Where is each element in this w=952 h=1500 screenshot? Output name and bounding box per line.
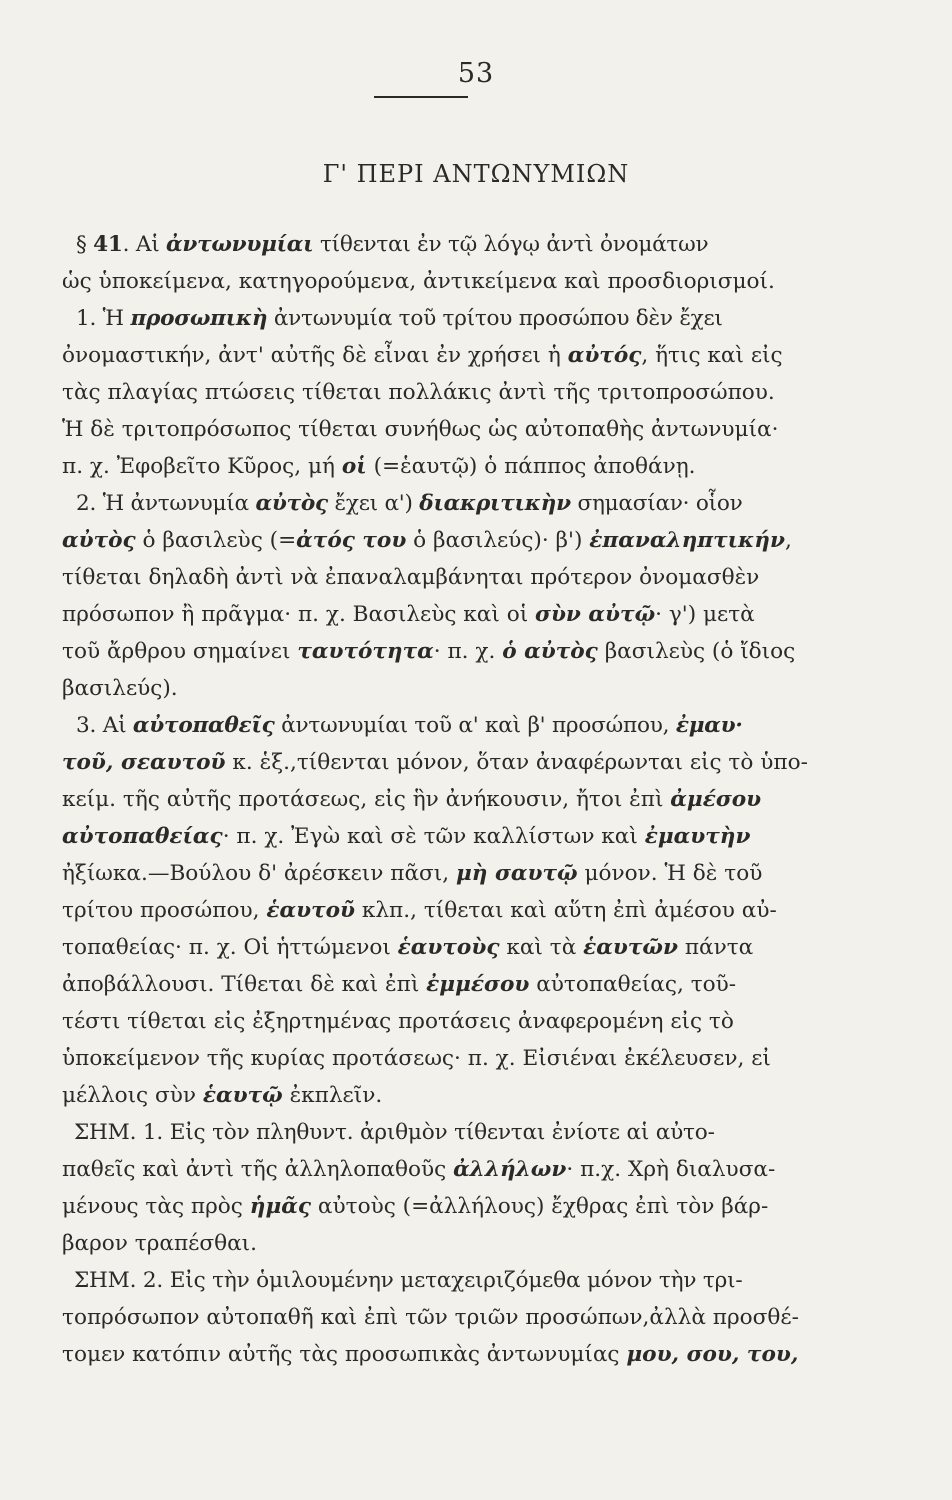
emphasized-term: μὴ σαυτῷ (455, 861, 578, 886)
text-line (62, 1299, 824, 1336)
text-line (62, 1114, 824, 1151)
text-segment: · π. χ. (433, 639, 503, 664)
text-line (62, 263, 824, 300)
text-segment: μένους τὰς πρὸς (62, 1194, 250, 1219)
text-line (62, 337, 824, 374)
text-line (62, 966, 824, 1003)
text-line (62, 411, 824, 448)
emphasized-term: ἀτός του (296, 528, 407, 553)
text-segment: ὑποκείμενον τῆς κυρίας προτάσεως· π. χ. Εἰσιέναι ἐκέλευσεν, εἰ (62, 1046, 771, 1071)
emphasized-term: αὐτὸς (62, 528, 136, 553)
emphasized-term: ὁ αὐτὸς (502, 639, 598, 664)
text-segment: μέλλοις σὺν (62, 1083, 203, 1108)
body-text (62, 226, 824, 1373)
text-segment: καὶ τὰ (499, 935, 584, 960)
text-segment: § (76, 232, 94, 257)
text-line (62, 818, 824, 855)
emphasized-term: προσωπικὴ (130, 306, 268, 331)
emphasized-term: ἐμαυ· (675, 713, 743, 738)
chapter-title: Γ' ΠΕΡΙ ΑΝΤΩΝΥΜΙΩΝ (322, 160, 630, 188)
text-segment: παθεῖς καὶ ἀντὶ τῆς ἀλληλοπαθοῦς (62, 1157, 454, 1182)
emphasized-term: αὐτὸς (255, 491, 328, 516)
text-segment: Ἡ δὲ τριτοπρόσωπος τίθεται συνήθως ὡς αὐτοπαθὴς ἀντωνυμία· (62, 417, 779, 442)
text-segment: ὀνομαστικήν, ἀντ' αὐτῆς δὲ εἶναι ἐν χρήσει ἡ (62, 343, 568, 368)
text-segment: σημασίαν· οἷον (570, 491, 743, 516)
text-segment: τίθενται ἐν τῷ λόγῳ ἀντὶ ὀνομάτων (313, 232, 709, 257)
text-segment: ΣΗΜ. 2. Εἰς τὴν ὁμιλουμένην μεταχειριζόμεθα μόνον τὴν τρι- (74, 1268, 743, 1293)
text-segment: , ἥτις καὶ εἰς (641, 343, 783, 368)
emphasized-term: ἐμαυτὴν (644, 824, 751, 849)
text-segment: π. χ. Ἐφοβεῖτο Κῦρος, μή (62, 454, 342, 479)
text-segment: ἀποβάλλουσι. Τίθεται δὲ καὶ ἐπὶ (62, 972, 427, 997)
text-segment: ἀντωνυμίαι τοῦ α' καὶ β' προσώπου, (274, 713, 676, 738)
emphasized-term: αὐτοπαθεῖς (132, 713, 275, 738)
text-line (62, 892, 824, 929)
emphasized-term: ἑαυτοὺς (397, 935, 500, 960)
text-line (62, 1077, 824, 1114)
text-line (62, 707, 824, 744)
text-line (62, 485, 824, 522)
text-line (62, 929, 824, 966)
text-segment: τοῦ ἄρθρου σημαίνει (62, 639, 298, 664)
text-line (62, 781, 824, 818)
text-line (62, 559, 824, 596)
text-segment: ὁ βασιλεύς)· β') (406, 528, 590, 553)
text-segment: . Αἱ (122, 232, 167, 257)
emphasized-term: οἱ (341, 454, 367, 479)
text-segment: βασιλεὺς (ὁ ἴδιος (597, 639, 796, 664)
text-line (62, 596, 824, 633)
page-number: 53 (457, 58, 495, 89)
text-segment: βαρον τραπέσθαι. (62, 1231, 258, 1256)
text-segment: 1. Ἡ (76, 306, 131, 331)
text-line (62, 226, 824, 263)
text-line (62, 1003, 824, 1040)
emphasized-term: ἐπαναληπτικήν (589, 528, 785, 553)
text-line (62, 1188, 824, 1225)
text-line (62, 670, 824, 707)
text-segment: πάντα (677, 935, 754, 960)
text-segment: κλπ., τίθεται καὶ αὕτη ἐπὶ ἀμέσου αὐ- (355, 898, 777, 923)
emphasized-term: ἐμμέσου (426, 972, 530, 997)
emphasized-term: σὺν αὐτῷ (535, 602, 656, 627)
text-segment: ἀντωνυμία τοῦ τρίτου προσώπου δὲν ἔχει (267, 306, 723, 331)
emphasized-term: ἀλλήλων (453, 1157, 567, 1182)
text-segment: 2. Ἡ ἀντωνυμία (76, 491, 256, 516)
section-number: 41 (93, 232, 123, 257)
emphasized-term: ἀντωνυμίαι (166, 232, 314, 257)
text-segment: τὰς πλαγίας πτώσεις τίθεται πολλάκις ἀντὶ τῆς τριτοπροσώπου. (62, 380, 775, 405)
text-line (62, 1262, 824, 1299)
emphasized-term: αὐτός (567, 343, 642, 368)
emphasized-term: ἑαυτοῦ (266, 898, 355, 923)
text-line (62, 633, 824, 670)
emphasized-term: ἑαυτῶν (583, 935, 678, 960)
text-line (62, 448, 824, 485)
text-line (62, 300, 824, 337)
text-segment: τίθεται δηλαδὴ ἀντὶ νὰ ἐπαναλαμβάνηται πρότερον ὀνομασθὲν (62, 565, 760, 590)
text-segment: ἐκπλεῖν. (282, 1083, 383, 1108)
emphasized-term: ἡμᾶς (249, 1194, 312, 1219)
text-segment: κ. ἑξ.,τίθενται μόνον, ὅταν ἀναφέρωνται εἰς τὸ ὑπο- (225, 750, 808, 775)
text-segment: ἠξίωκα.—Βούλου δ' ἀρέσκειν πᾶσι, (62, 861, 456, 886)
text-segment: · π.χ. Χρὴ διαλυσα- (566, 1157, 776, 1182)
text-segment: ὡς ὑποκείμενα, κατηγορούμενα, ἀντικείμενα καὶ προσδιορισμοί. (62, 269, 775, 294)
text-line (62, 855, 824, 892)
text-segment: τοπρόσωπον αὐτοπαθῆ καὶ ἐπὶ τῶν τριῶν προσώπων,ἀλλὰ προσθέ- (62, 1305, 799, 1330)
text-segment: αὐτοὺς (=ἀλλήλους) ἔχθρας ἐπὶ τὸν βάρ- (311, 1194, 769, 1219)
text-segment: τομεν κατόπιν αὐτῆς τὰς προσωπικὰς ἀντωνυμίας (62, 1342, 627, 1367)
emphasized-term: ἀμέσου (670, 787, 762, 812)
text-line (62, 744, 824, 781)
text-segment: πρόσωπον ἢ πρᾶγμα· π. χ. Βασιλεὺς καὶ οἱ (62, 602, 536, 627)
text-line (62, 1151, 824, 1188)
text-segment: μόνον. Ἡ δὲ τοῦ (577, 861, 763, 886)
text-segment: ἔχει α') (327, 491, 420, 516)
text-line (62, 374, 824, 411)
text-segment: βασιλεύς). (62, 676, 178, 701)
emphasized-term: ἑαυτῷ (202, 1083, 283, 1108)
emphasized-term: αὐτοπαθείας (62, 824, 223, 849)
text-segment: τρίτου προσώπου, (62, 898, 267, 923)
text-segment: 3. Αἱ (76, 713, 133, 738)
emphasized-term: τοῦ, σεαυτοῦ (62, 750, 226, 775)
text-segment: ΣΗΜ. 1. Εἰς τὸν πληθυντ. ἀριθμὸν τίθενται ἐνίοτε αἱ αὐτο- (74, 1120, 715, 1145)
text-line (62, 1040, 824, 1077)
text-segment: (=ἑαυτῷ) ὁ πάππος ἀποθάνῃ. (366, 454, 696, 479)
text-segment: · γ') μετὰ (655, 602, 755, 627)
text-line (62, 522, 824, 559)
text-segment: , (784, 528, 792, 553)
page-number-rule (374, 96, 468, 98)
emphasized-term: διακριτικὴν (419, 491, 571, 516)
text-line (62, 1225, 824, 1262)
emphasized-term: μου, σου, του, (626, 1342, 799, 1367)
text-line (62, 1336, 824, 1373)
text-segment: τοπαθείας· π. χ. Οἱ ἡττώμενοι (62, 935, 398, 960)
text-segment: · π. χ. Ἐγὼ καὶ σὲ τῶν καλλίστων καὶ (222, 824, 645, 849)
text-segment: κείμ. τῆς αὐτῆς προτάσεως, εἰς ἣν ἀνήκουσιν, ἤτοι ἐπὶ (62, 787, 671, 812)
text-segment: τέστι τίθεται εἰς ἐξηρτημένας προτάσεις ἀναφερομένη εἰς τὸ (62, 1009, 734, 1034)
text-segment: αὐτοπαθείας, τοῦ- (529, 972, 737, 997)
text-segment: ὁ βασιλεὺς (= (135, 528, 297, 553)
emphasized-term: ταυτότητα (297, 639, 434, 664)
